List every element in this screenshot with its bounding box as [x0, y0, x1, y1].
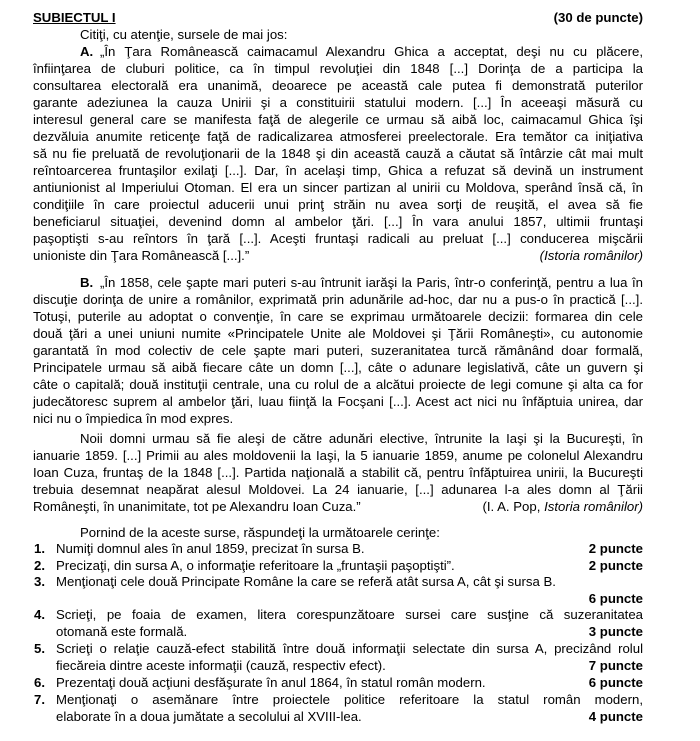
exam-page: SUBIECTUL I (30 de puncte) Citiţi, cu atenţie, sursele de mai jos: A. „În Ţara Românească caimacamul Alexandru Ghica a acceptat, deşi nu cu plăcere, înfiinţarea de cluburi politice, ca în timpul revoluţiei din 1848 [...] Dorinţa de a participa la consultarea electorală era unanimă, deoarece pe această cale putea fi demonstrată puterilor garante adeziunea la cauza Unirii şi a constituirii statului modern. [...] În aceeaşi măsură cu interesul general care se manifesta faţă de alegerile ce urmau să aibă loc, caimacamul Ghica îşi dezvăluia anumite reticenţe faţă de radicalizarea atmosferei preelectorale. Era temător ca iniţiativa să nu fie preluată de revoluţionarii de la 1848 şi din această cauză a căutat să întârzie cât mai mult reîntoarcerea fruntaşilor exilaţi [...]. Dar, în acelaşi timp, Ghica a refuzat să devină un instrument antiunionist al Imperiului Otoman. El era un sincer partizan al unirii cu Moldova, sperând însă că, în condiţiile în care proiectul aducerii unui prinţ străin nu avea sorţi de reuşită, el avea să fie beneficiarul situaţiei, devenind domn al ambelor ţări. [...] În vara anului 1857, ultimii fruntaşi paşoptişti s-au reîntors în ţară [...]. Aceşti fruntaşi radicali au preluat [...] conducerea mişcării unioniste din Ţara Românească [...].” (Istoria românilor) B. „În 1858, cele şapte mari puteri s-au întrunit iarăşi la Paris, într-o conferinţă, pentru a lua în discuţie dorinţa de unire a românilor, exprimată prin adunările ad-hoc, dar nu a pus-o în practică [...]. Totuşi, puterile au adoptat o convenţie, în care se exprimau următoarele decizii: formarea din cele două ţări a unei uniuni numite «Principatele Unite ale Moldovei şi Ţării Româneşti», cu autonomie garantată în mod colectiv de cele şapte mari puteri, suzeranitatea turcă rămânând doar formală, Principatele urmau să aibă fiecare câte un domn [...], câte o adunare legislativă, câte un guvern şi câte o capitală; două instituţii centrale, una cu rolul de a alcătui proiecte de legi comune şi alta ca for judecătoresc suprem al ambelor ţări, luau fiinţă la Focşani [...]. Acest act nici nu înfăptuia unirea, dar nici nu o împiedica în mod expres. Noii domni urmau să fie aleşi de către adunări elective, întrunite la Iaşi şi la Bucureşti, în ianuarie 1859. [...] Primii au ales moldovenii la Iaşi, la 5 ianuarie 1859, anume pe colonelul Alexandru Ioan Cuza, fruntaş de la 1848 [...]. Partida naţională a stabilit că, pentru înfăptuirea unirii, la Bucureşti trebuia desemnat neapărat alesul Moldovei. La 24 ianuarie, [...] adunarea l-a ales domn al Ţării Româneşti, în unanimitate, tot pe Alexandru Ioan Cuza.” (I. A. Pop, Istoria românilor) Pornind de la aceste surse, răspundeţi la următoarele cerinţe: 1. Numiţi domnul ales în anul 1859, precizat în sursa B. 2 puncte 2. Precizaţi, din sursa A, o informaţie referitoare la „fruntaşii paşoptişti”. 2 puncte 3. Menţionaţi cele două Principate Române la care se referă atât sursa A, cât şi sursa B. 6 puncte 4. Scrieţi, pe foaia de examen, litera corespunzătoare sursei care susţine că suzeranitatea otomană este formală. 3 puncte 5. Scrieţi o relaţie cauză-efect stabilită între două informaţii selectate din sursa A, precizând rolul fiecăreia dintre aceste informaţii (cauză, respectiv efect). 7 puncte 6. Prezentaţi două acţiuni desfăşurate în anul 1864, în statul român modern. 6 puncte 7. Menţionaţi o asemănare între proiectele politice referitoare la statul român modern, elaborate în a doua jumătate a secolului al XVIII-lea. 4 puncte: [0, 0, 700, 741]
source-a-line: garante adeziunea la cauza Unirii şi a constituirii statului modern. [...] În aceeaşi măsură cu: [33, 95, 643, 110]
source-b-citation: (I. A. Pop, Istoria românilor): [482, 499, 643, 514]
source-a-line: unioniste din Ţara Românească [...].”: [33, 248, 250, 263]
question-5: 5. Scrieţi o relaţie cauză-efect stabilită între două informaţii selectate din sursa A, precizând rolul: [34, 641, 643, 656]
source-a-line: antiunionist al Imperiului Otoman. El era un sincer partizan al unirii cu Moldova, sperând însă că, în: [33, 180, 643, 195]
intro: Citiţi, cu atenţie, sursele de mai jos:: [80, 27, 288, 42]
source-b-line: Totuşi, puterile au adoptat o convenţie, în care se exprimau următoarele decizii: formarea din cele: [33, 309, 643, 324]
source-b-line: ianuarie 1859. [...] Primii au ales moldovenii la Iaşi, la 5 ianuarie 1859, anume pe colonelul Alexandru: [33, 448, 643, 463]
question-points: 7 puncte: [588, 658, 643, 673]
source-a-line: să nu fie preluată de revoluţionarii de la 1848 şi din această cauză a căutat să întârzie cât mai mult: [33, 146, 643, 161]
question-7: 7. Menţionaţi o asemănare între proiectele politice referitoare la statul român modern,: [34, 692, 643, 707]
source-a-line: înfiinţarea de cluburi politice, ca în timpul revoluţiei din 1848 [...] Dorinţa de a participa la: [33, 61, 643, 76]
question-points: 2 puncte: [588, 541, 643, 556]
question-points: 4 puncte: [588, 709, 643, 724]
source-a-line: beneficiarul situaţiei, devenind domn al ambelor ţări. [...] În vara anului 1857, ultimii fruntaşi: [33, 214, 643, 229]
subject-points: (30 de puncte): [553, 10, 643, 25]
source-b-line: Principatele urmau să aibă fiecare câte un domn [...], câte o adunare legislativă, câte un guvern şi: [33, 360, 643, 375]
source-b-label: B.: [80, 275, 94, 290]
source-a-line: consultarea electorală era unanimă, deoarece pe această cale putea fi demonstrată puterilor: [33, 78, 643, 93]
header: [0, 9, 700, 26]
question-3: 3. Menţionaţi cele două Principate Române la care se referă atât sursa A, cât şi sursa B.: [34, 574, 556, 589]
source-b-line: trebuia desemnat neapărat alesul Moldovei. La 24 ianuarie, [...] adunarea l-a ales domn al Ţării: [33, 482, 643, 497]
source-b-line: Româneşti, în unanimitate, tot pe Alexandru Ioan Cuza.”: [33, 499, 361, 514]
source-b-line: „În 1858, cele şapte mari puteri s-au întrunit iarăşi la Paris, într-o conferinţă, pentru a lua în: [100, 275, 643, 290]
source-a-line: condiţiile în care proiectul aducerii unui prinţ străin nu avea sorţi de reuşită, el avea să fie: [33, 197, 643, 212]
source-b-line: garantată în mod colectiv de cele şapte mari puteri, suzeranitatea turcă rămânând doar formală,: [33, 343, 643, 358]
source-a-line: interesul general care se manifesta faţă de alegerile ce urmau să aibă loc, caimacamul Ghica îşi: [33, 112, 643, 127]
source-b-line: Ioan Cuza, fruntaş de la 1848 [...]. Partida naţională a stabilit că, pentru înfăptuirea unirii, la Bucureşti: [33, 465, 643, 480]
question-6: 6. Prezentaţi două acţiuni desfăşurate în anul 1864, în statul român modern. 6 puncte: [34, 675, 643, 690]
task-intro: Pornind de la aceste surse, răspundeţi la următoarele cerinţe:: [80, 525, 440, 540]
source-b-line: judecătoresc suprem al ambelor ţări, luau fiinţă la Focşani [...]. Acest act nici nu înfăptuia unirea, dar: [33, 394, 643, 409]
question-points: 6 puncte: [588, 675, 643, 690]
source-a-citation: (Istoria românilor): [539, 248, 643, 263]
source-b-line: nici nu o împiedica în mod expres.: [33, 411, 234, 426]
question-points: 6 puncte: [588, 591, 643, 606]
source-b-line: câte o capitală; două instituţii centrale, una cu rolul de a alcătui proiecte de legi comune şi alta ca for: [33, 377, 643, 392]
question-1: 1. Numiţi domnul ales în anul 1859, precizat în sursa B. 2 puncte: [34, 541, 643, 556]
source-a-line: reîntoarcerea fruntaşilor exilaţi [...]. Dar, în acelaşi timp, Ghica a refuzat să devină un instrument: [33, 163, 643, 178]
source-a-label: A.: [80, 44, 94, 59]
source-b-line: discuţie dorinţa de unire a românilor, exprimată prin adunările ad-hoc, dar nu a pus-o în practică [...].: [33, 292, 643, 307]
source-a-line: „În Ţara Românească caimacamul Alexandru Ghica a acceptat, deşi nu cu plăcere,: [100, 44, 643, 59]
source-b-line: Noii domni urmau să fie aleşi de către adunări elective, întrunite la Iaşi şi la Bucureşti, în: [80, 431, 643, 446]
source-b-line: două ţări a unei uniuni numite «Principatele Unite ale Moldovei şi Ţării Româneşti», cu autonomie: [33, 326, 643, 341]
source-a-line: paşoptişti s-au reîntors în ţară [...]. Aceşti fruntaşi radicali au preluat [...] conducerea mişcării: [33, 231, 643, 246]
question-points: 3 puncte: [588, 624, 643, 639]
question-points: 2 puncte: [588, 558, 643, 573]
source-a-line: dezvăluia anumite reticenţe faţă de radicalizarea atmosferei preelectorale. Era temător ca iniţiativa: [33, 129, 643, 144]
subject-title: SUBIECTUL I: [33, 10, 116, 25]
question-2: 2. Precizaţi, din sursa A, o informaţie referitoare la „fruntaşii paşoptişti”. 2 puncte: [34, 558, 643, 573]
question-4: 4. Scrieţi, pe foaia de examen, litera corespunzătoare sursei care susţine că suzeranitatea: [34, 607, 643, 622]
